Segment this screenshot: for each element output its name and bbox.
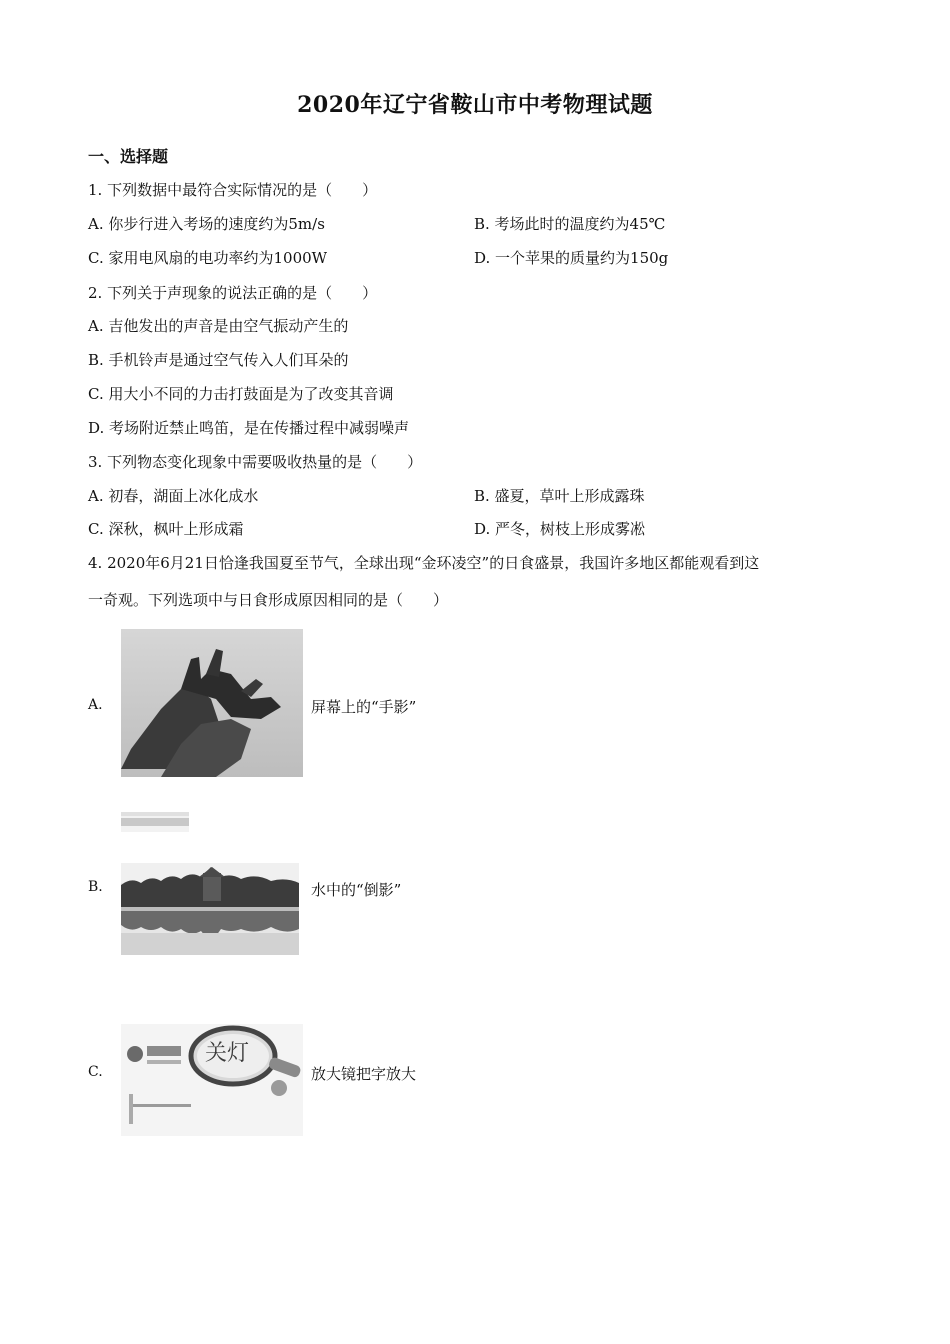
q3-option-d: D. 严冬，树枝上形成雾凇 xyxy=(474,520,646,538)
q2-stem: 2. 下列关于声现象的说法正确的是（ ） xyxy=(88,284,378,302)
hand-shadow-image xyxy=(121,629,303,777)
scan-artifact-image xyxy=(121,812,189,832)
q4-stem-line2: 一奇观。下列选项中与日食形成原因相同的是（ ） xyxy=(88,591,449,609)
q1-option-c: C. 家用电风扇的电功率约为1000W xyxy=(88,249,328,267)
q1-option-b: B. 考场此时的温度约为45℃ xyxy=(474,215,666,233)
q4-option-b-text: 水中的“倒影” xyxy=(311,881,402,899)
q2-option-c: C. 用大小不同的力击打鼓面是为了改变其音调 xyxy=(88,385,394,403)
q4-option-c-letter: C. xyxy=(88,1064,103,1080)
q4-option-b-letter: B. xyxy=(88,879,103,895)
q1-option-d: D. 一个苹果的质量约为150g xyxy=(474,249,669,267)
reflection-image xyxy=(121,863,299,955)
q1-option-a: A. 你步行进入考场的速度约为5m/s xyxy=(88,215,325,233)
q4-option-a-text: 屏幕上的“手影” xyxy=(311,698,417,716)
page-title: 2020年辽宁省鞍山市中考物理试题 xyxy=(297,92,653,118)
q2-option-d: D. 考场附近禁止鸣笛，是在传播过程中减弱噪声 xyxy=(88,419,410,437)
q2-option-a: A. 吉他发出的声音是由空气振动产生的 xyxy=(88,317,349,335)
q3-option-a: A. 初春，湖面上冰化成水 xyxy=(88,487,259,505)
magnifier-text: 关灯 xyxy=(205,1041,250,1066)
q1-stem: 1. 下列数据中最符合实际情况的是（ ） xyxy=(88,181,378,199)
magnifier-image xyxy=(121,1024,303,1136)
q4-option-a-letter: A. xyxy=(88,697,103,713)
q3-option-b: B. 盛夏，草叶上形成露珠 xyxy=(474,487,645,505)
q2-option-b: B. 手机铃声是通过空气传入人们耳朵的 xyxy=(88,351,349,369)
q4-option-c-text: 放大镜把字放大 xyxy=(311,1065,417,1083)
section-heading: 一、选择题 xyxy=(88,147,169,166)
q3-stem: 3. 下列物态变化现象中需要吸收热量的是（ ） xyxy=(88,453,423,471)
q3-option-c: C. 深秋，枫叶上形成霜 xyxy=(88,520,244,538)
q4-stem-line1: 4. 2020年6月21日恰逢我国夏至节气，全球出现“金环凌空”的日食盛景，我国许多地区都能观看到这 xyxy=(88,554,760,572)
